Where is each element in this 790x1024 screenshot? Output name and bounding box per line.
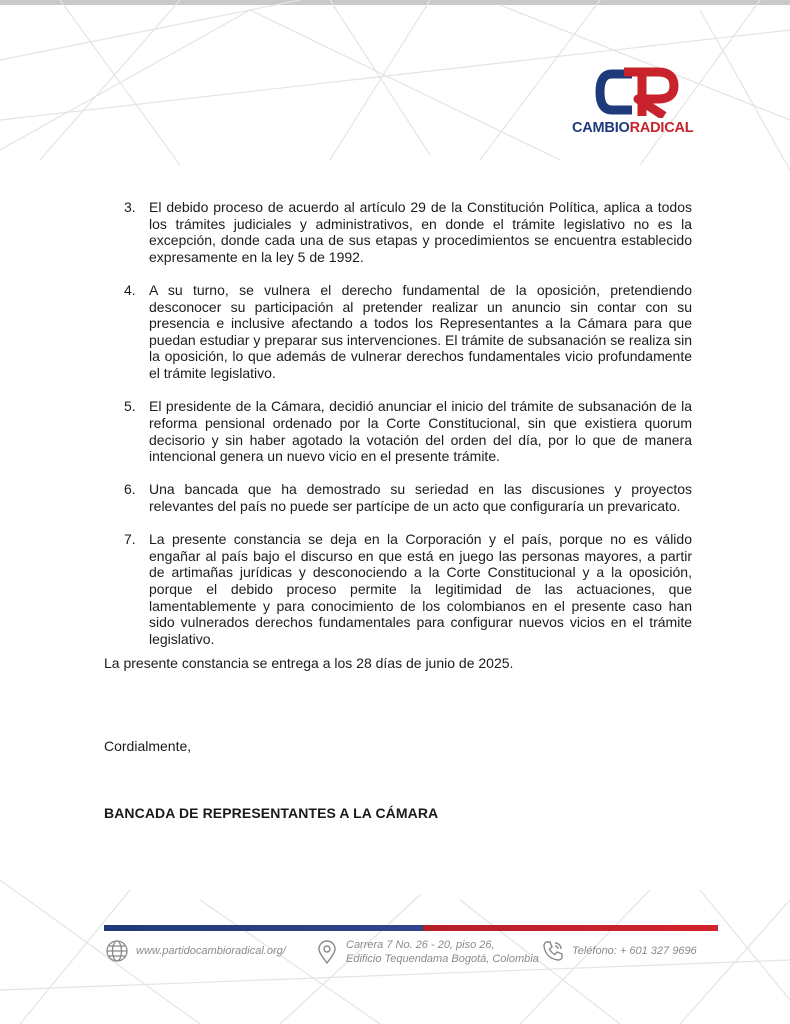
phone-number: Teléfono: + 601 327 9696 bbox=[572, 945, 697, 957]
signature-block: BANCADA DE REPRESENTANTES A LA CÁMARA bbox=[104, 805, 439, 821]
top-border bbox=[0, 0, 790, 5]
numbered-points bbox=[104, 199, 692, 647]
footer-website bbox=[104, 938, 286, 964]
point-number: 5. bbox=[124, 398, 136, 415]
address-text bbox=[346, 938, 539, 966]
cr-monogram-icon bbox=[594, 66, 680, 118]
list-item bbox=[104, 531, 692, 647]
address-line-2: Edificio Tequendama Bogotá, Colombia bbox=[346, 953, 539, 965]
point-number: 7. bbox=[124, 531, 136, 548]
address-line-1: Carrera 7 No. 26 - 20, piso 26, bbox=[346, 939, 495, 951]
letter-body bbox=[104, 199, 692, 672]
list-item bbox=[104, 398, 692, 464]
phone-icon bbox=[540, 938, 566, 964]
footer-bar-blue bbox=[104, 925, 423, 931]
point-text: La presente constancia se deja en la Corporación y el país, porque no es válido engañar al país bajo el discurso en que está en juego las personas mayores, a partir de artimañas jurídicas y desconociendo a la Corte Constitucional y a la oposición, porque el debido proceso permite la legitimidad de las actuaciones, que lamentablemente y para conocimiento de los colombianos en el presente caso han sido vulnerados derechos fundamentales para configurar nuevos vicios en el trámite legislativo. bbox=[149, 531, 692, 647]
delivery-statement: La presente constancia se entrega a los 28 días de junio de 2025. bbox=[104, 655, 514, 672]
point-text: El presidente de la Cámara, decidió anunciar el inicio del trámite de subsanación de la reforma pensional ordenado por la Corte Constitucional, sin que existiera quorum decisorio y sin haber agotado la votación del orden del día, por lo que de manera intencional genera un nuevo vicio en el presente trámite. bbox=[149, 398, 692, 465]
point-number: 6. bbox=[124, 481, 136, 498]
point-number: 4. bbox=[124, 282, 136, 299]
globe-icon bbox=[104, 938, 130, 964]
point-text: El debido proceso de acuerdo al artículo 29 de la Constitución Política, aplica a todos los trámites judiciales y administrativos, en donde el trámite legislativo no es la excepción, donde cada una de sus etapas y procedimientos se encuentra establecido expresamente en la ley 5 de 1992. bbox=[149, 199, 692, 265]
list-item bbox=[104, 282, 692, 382]
location-pin-icon bbox=[314, 939, 340, 965]
footer-color-bar bbox=[104, 925, 718, 931]
list-item bbox=[104, 199, 692, 265]
footer-phone bbox=[540, 938, 697, 964]
list-item bbox=[104, 481, 692, 514]
logo-word-radical: RADICAL bbox=[629, 120, 694, 136]
point-text: A su turno, se vulnera el derecho fundamental de la oposición, pretendiendo desconocer su participación al pretender realizar un anuncio sin contar con su presencia e inclusive afectando a todos los Representantes a la Cámara para que puedan estudiar y preparar sus intervenciones. El trámite de subsanación se realiza sin la oposición, lo que además de vulnerar derechos fundamentales vicio profundamente el trámite legislativo. bbox=[149, 282, 692, 382]
website-link[interactable]: www.partidocambioradical.org/ bbox=[136, 945, 286, 957]
logo-word-cambio: CAMBIO bbox=[572, 120, 630, 136]
point-number: 3. bbox=[124, 199, 136, 215]
footer bbox=[104, 938, 724, 972]
footer-bar-red bbox=[423, 925, 718, 931]
closing-salutation: Cordialmente, bbox=[104, 738, 192, 754]
footer-address bbox=[314, 938, 539, 966]
cambio-radical-logo bbox=[566, 66, 712, 140]
point-text: Una bancada que ha demostrado su seriedad en las discusiones y proyectos relevantes del país no puede ser partícipe de un acto que configuraría un prevaricato. bbox=[149, 481, 692, 514]
logo-wordmark bbox=[572, 120, 693, 136]
